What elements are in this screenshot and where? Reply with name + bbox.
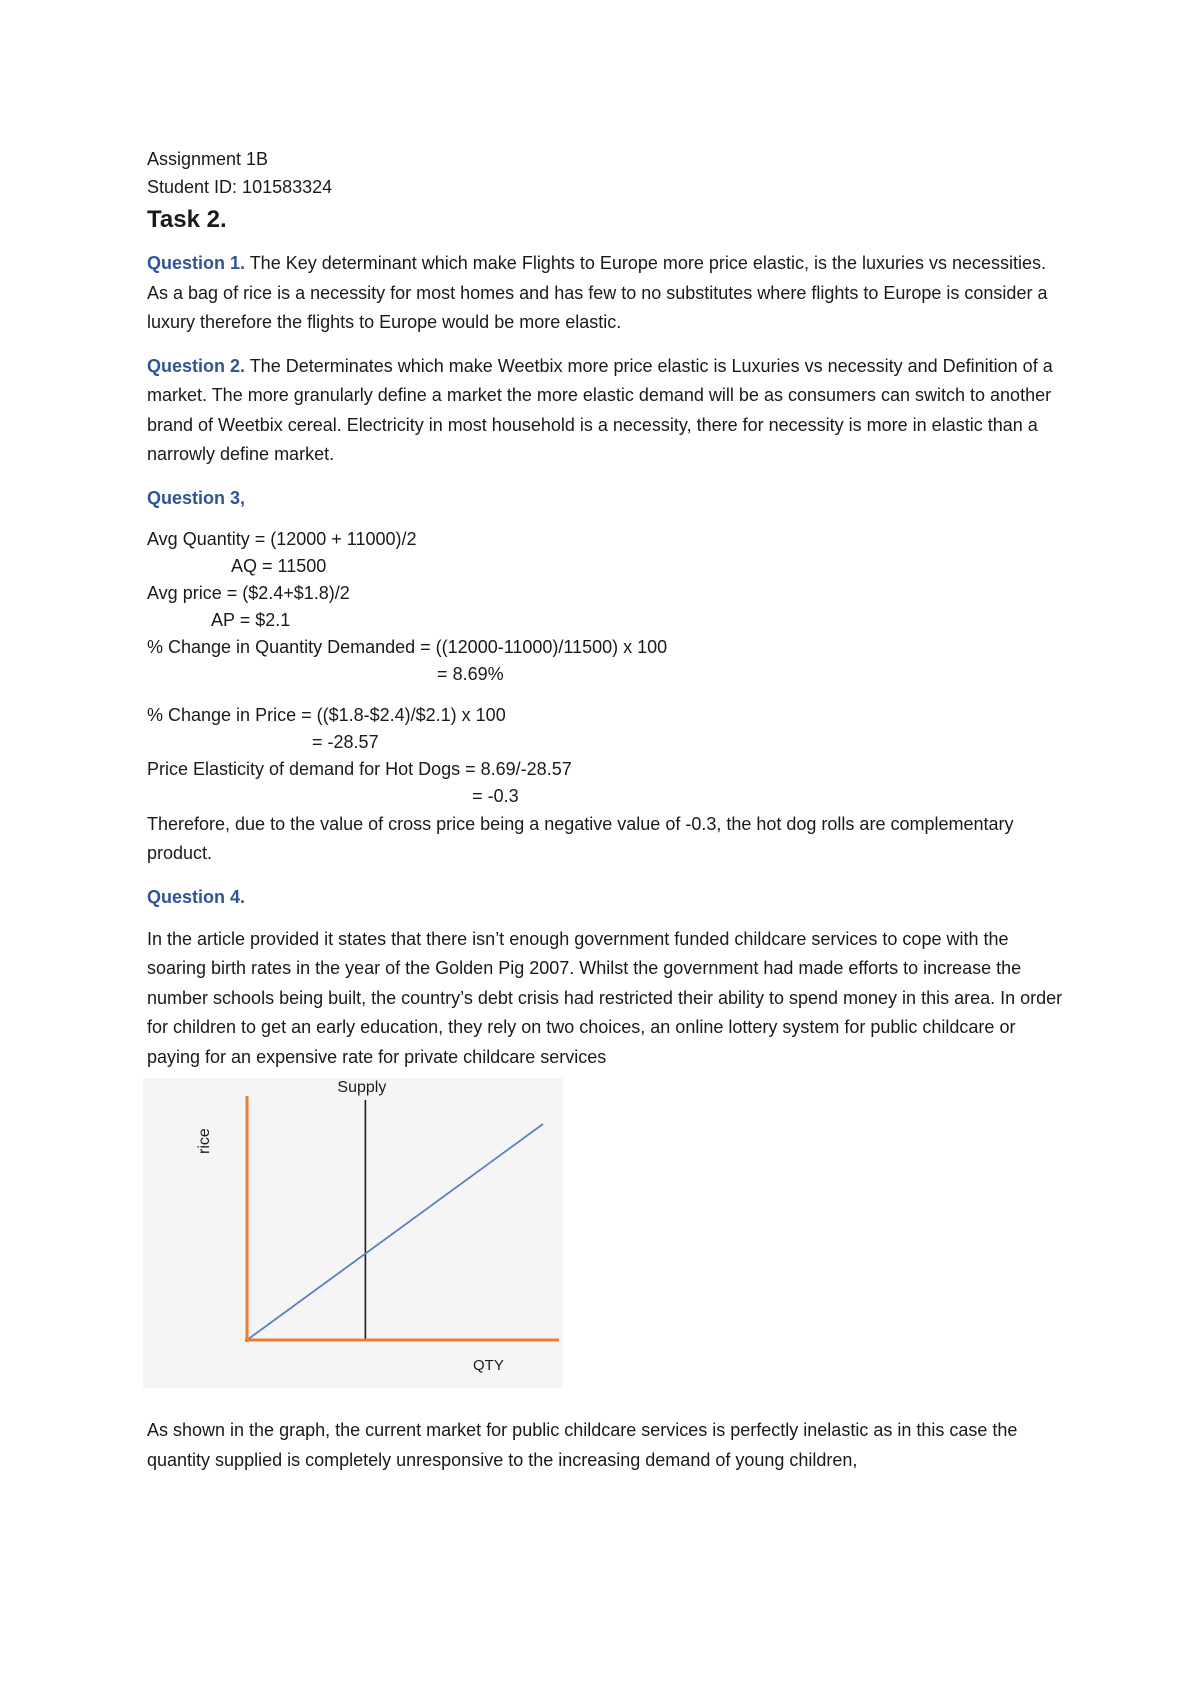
assignment-title: Assignment 1B <box>147 149 269 169</box>
x-axis-label: QTY <box>473 1357 504 1374</box>
student-id: Student ID: 101583324 <box>147 177 333 197</box>
calc-line: Price Elasticity of demand for Hot Dogs = 8.69/-28.57 <box>147 758 572 779</box>
supply-chart <box>143 1078 563 1398</box>
question-2-paragraph <box>147 352 1067 470</box>
calc-line: = -28.57 <box>147 731 379 752</box>
task-title: Task 2. <box>147 206 227 233</box>
calc-line: AQ = 11500 <box>147 555 327 576</box>
question-4-paragraph <box>147 883 1067 911</box>
question-2-label: Question 2. <box>147 355 246 376</box>
calc-line: % Change in Price = (($1.8-$2.4)/$2.1) x 100 <box>147 704 506 725</box>
supply-label: Supply <box>337 1079 387 1096</box>
question-3-label: Question 3, <box>147 487 246 508</box>
calc-line: = -0.3 <box>147 785 519 806</box>
question-3-conclusion: Therefore, due to the value of cross price being a negative value of -0.3, the hot dog rolls are complementary product. <box>147 813 1014 863</box>
calc-line: Avg price = ($2.4+$1.8)/2 <box>147 582 350 603</box>
document-page <box>147 145 1067 1489</box>
question-1-text: The Key determinant which make Flights to Europe more price elastic, is the luxuries vs necessities. As a bag of rice is a necessity for most homes and has few to no substitutes where flights to Europe is consider a luxury therefore the flights to Europe would be more elastic. <box>147 253 1048 332</box>
question-4-label: Question 4. <box>147 886 246 907</box>
question-1-paragraph <box>147 249 1067 338</box>
question-1-label: Question 1. <box>147 253 246 273</box>
calc-line: % Change in Quantity Demanded = ((12000-11000)/11500) x 100 <box>147 636 668 657</box>
question-3-paragraph <box>147 484 1067 512</box>
calc-line: AP = $2.1 <box>147 609 291 630</box>
question-4-text: In the article provided it states that there isn’t enough government funded childcare services to cope with the soaring birth rates in the year of the Golden Pig 2007. Whilst the government had made efforts to increase the number schools being built, the country’s debt crisis had restricted their ability to spend money in this area. In order for children to get an early education, they rely on two choices, an online lottery system for public childcare or paying for an expensive rate for private childcare services <box>147 928 1063 1067</box>
calc-line: Avg Quantity = (12000 + 11000)/2 <box>147 528 417 549</box>
calc-line: = 8.69% <box>147 663 504 684</box>
question-2-text: The Determinates which make Weetbix more price elastic is Luxuries vs necessity and Definition of a market. The more granularly define a market the more elastic demand will be as consumers can switch to another brand of Weetbix cereal. Electricity in most household is a necessity, there for necessity is more in elastic than a narrowly define market. <box>147 355 1053 464</box>
y-axis-label: rice <box>196 1128 213 1154</box>
spacer <box>147 688 1067 702</box>
supply-chart-svg <box>143 1078 563 1398</box>
question-4-after-chart: As shown in the graph, the current market for public childcare services is perfectly inelastic as in this case the quantity supplied is completely unresponsive to the increasing demand of young children, <box>147 1420 1018 1470</box>
